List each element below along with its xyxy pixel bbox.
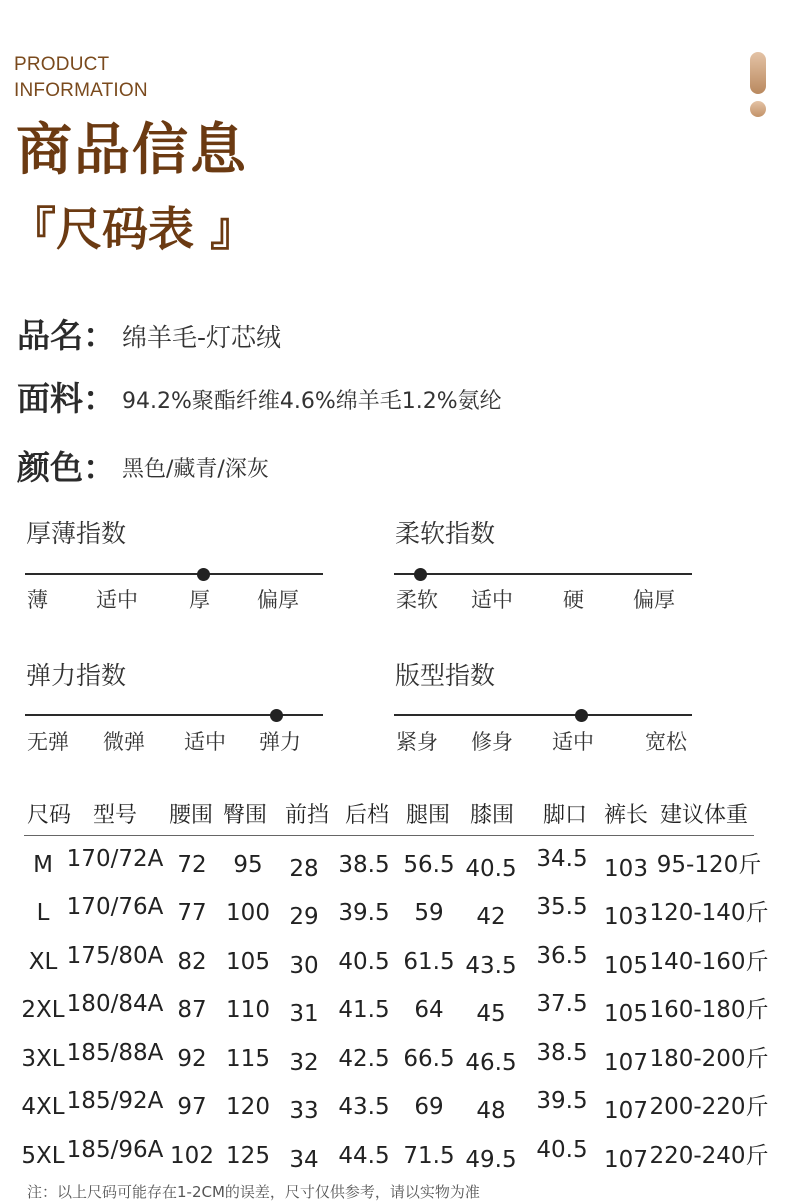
- table-cell: 82: [177, 949, 207, 975]
- elasticity-index-title: 弹力指数: [26, 661, 127, 690]
- table-cell: 105: [604, 1001, 648, 1027]
- softness-label-hard: 硬: [563, 588, 584, 612]
- fit-label-regular: 适中: [552, 730, 594, 754]
- table-cell: 66.5: [403, 1046, 455, 1072]
- table-cell: 38.5: [536, 1040, 588, 1066]
- thickness-index-marker: [197, 568, 210, 581]
- table-cell: 36.5: [536, 943, 588, 969]
- table-cell: 34: [289, 1147, 319, 1173]
- thickness-index-scale: [25, 573, 323, 575]
- table-cell: 105: [226, 949, 270, 975]
- table-cell: 72: [177, 852, 207, 878]
- table-header-divider: [24, 835, 754, 836]
- table-cell: 120: [226, 1094, 270, 1120]
- table-cell: 37.5: [536, 991, 588, 1017]
- english-heading-line-1: PRODUCT: [14, 54, 110, 75]
- table-cell: 34.5: [536, 846, 588, 872]
- table-cell: 42: [476, 904, 506, 930]
- table-cell: 44.5: [338, 1143, 390, 1169]
- table-cell: 39.5: [536, 1088, 588, 1114]
- table-cell: 115: [226, 1046, 270, 1072]
- table-cell: 45: [476, 1001, 506, 1027]
- table-cell: 107: [604, 1147, 648, 1173]
- table-cell: 107: [604, 1098, 648, 1124]
- elasticity-index-marker: [270, 709, 283, 722]
- softness-index-scale: [394, 573, 692, 575]
- thickness-label-extra-thick: 偏厚: [257, 588, 299, 612]
- thickness-label-thin: 薄: [27, 588, 48, 612]
- table-cell: 185/96A: [66, 1137, 164, 1163]
- table-cell: 42.5: [338, 1046, 390, 1072]
- col-header-hem: 脚口: [543, 803, 588, 828]
- table-cell: 40.5: [465, 856, 517, 882]
- softness-index-marker: [414, 568, 427, 581]
- color-value: 黑色/藏青/深灰: [122, 457, 269, 482]
- table-cell: 170/76A: [66, 894, 164, 920]
- table-cell: L: [36, 900, 50, 926]
- table-cell: 30: [289, 953, 319, 979]
- table-cell: 40.5: [338, 949, 390, 975]
- size-note: 注：以上尺码可能存在1-2CM的误差，尺寸仅供参考，请以实物为准: [27, 1183, 480, 1201]
- table-cell: 140-160斤: [649, 949, 769, 975]
- col-header-weight: 建议体重: [660, 803, 749, 828]
- thickness-label-thick: 厚: [189, 588, 210, 612]
- table-cell: 49.5: [465, 1147, 517, 1173]
- table-cell: 43.5: [338, 1094, 390, 1120]
- col-header-waist: 腰围: [169, 803, 214, 828]
- fit-index-title: 版型指数: [395, 661, 496, 690]
- table-cell: 41.5: [338, 997, 390, 1023]
- table-cell: 220-240斤: [649, 1143, 769, 1169]
- fabric-key: 面料：: [17, 379, 116, 418]
- table-cell: 71.5: [403, 1143, 455, 1169]
- table-cell: 38.5: [338, 852, 390, 878]
- table-cell: 35.5: [536, 894, 588, 920]
- fit-label-slim: 修身: [471, 730, 513, 754]
- table-cell: 180-200斤: [649, 1046, 769, 1072]
- table-cell: 43.5: [465, 953, 517, 979]
- col-header-length: 裤长: [604, 803, 649, 828]
- softness-label-soft: 柔软: [396, 588, 438, 612]
- fit-index-marker: [575, 709, 588, 722]
- col-header-thigh: 腿围: [406, 803, 451, 828]
- decorative-dot-icon: [750, 101, 766, 117]
- table-cell: 2XL: [21, 997, 65, 1023]
- elasticity-label-medium: 适中: [184, 730, 226, 754]
- table-cell: 3XL: [21, 1046, 65, 1072]
- table-cell: 95: [233, 852, 263, 878]
- fit-label-loose: 宽松: [645, 730, 687, 754]
- table-cell: 103: [604, 904, 648, 930]
- col-header-hip: 臀围: [223, 803, 268, 828]
- table-cell: 29: [289, 904, 319, 930]
- table-cell: 107: [604, 1050, 648, 1076]
- table-cell: 59: [414, 900, 444, 926]
- table-cell: 105: [604, 953, 648, 979]
- table-cell: 180/84A: [66, 991, 164, 1017]
- softness-index-title: 柔软指数: [395, 519, 496, 548]
- page-title: 商品信息: [16, 118, 248, 183]
- color-key: 颜色：: [17, 448, 116, 487]
- elasticity-label-slight: 微弹: [103, 730, 145, 754]
- table-cell: 92: [177, 1046, 207, 1072]
- table-cell: 40.5: [536, 1137, 588, 1163]
- table-cell: 175/80A: [66, 943, 164, 969]
- col-header-back-rise: 后档: [345, 803, 390, 828]
- col-header-front-rise: 前挡: [285, 803, 330, 828]
- product-name-value: 绵羊毛-灯芯绒: [122, 323, 282, 352]
- table-cell: 4XL: [21, 1094, 65, 1120]
- col-header-size: 尺码: [27, 803, 72, 828]
- table-cell: 97: [177, 1094, 207, 1120]
- table-cell: 5XL: [21, 1143, 65, 1169]
- table-cell: 185/88A: [66, 1040, 164, 1066]
- product-name-key: 品名：: [17, 316, 116, 355]
- table-cell: 103: [604, 856, 648, 882]
- table-cell: 102: [170, 1143, 214, 1169]
- table-cell: 64: [414, 997, 444, 1023]
- english-heading-line-2: INFORMATION: [14, 80, 148, 101]
- table-cell: 48: [476, 1098, 506, 1124]
- table-cell: 100: [226, 900, 270, 926]
- table-cell: 185/92A: [66, 1088, 164, 1114]
- table-cell: 28: [289, 856, 319, 882]
- col-header-knee: 膝围: [470, 803, 515, 828]
- table-cell: 32: [289, 1050, 319, 1076]
- table-cell: 69: [414, 1094, 444, 1120]
- softness-label-extra: 偏厚: [633, 588, 675, 612]
- decorative-bar-icon: [750, 52, 766, 94]
- table-cell: 120-140斤: [649, 900, 769, 926]
- fit-index-scale: [394, 714, 692, 716]
- table-cell: 200-220斤: [649, 1094, 769, 1120]
- elasticity-label-none: 无弹: [27, 730, 69, 754]
- fabric-value: 94.2%聚酯纤维4.6%绵羊毛1.2%氨纶: [122, 389, 502, 414]
- col-header-model: 型号: [93, 803, 138, 828]
- table-cell: 56.5: [403, 852, 455, 878]
- table-cell: 61.5: [403, 949, 455, 975]
- fit-label-tight: 紧身: [396, 730, 438, 754]
- table-cell: 170/72A: [66, 846, 164, 872]
- thickness-label-medium: 适中: [96, 588, 138, 612]
- elasticity-label-stretch: 弹力: [259, 730, 301, 754]
- table-cell: 31: [289, 1001, 319, 1027]
- table-cell: 110: [226, 997, 270, 1023]
- table-cell: 160-180斤: [649, 997, 769, 1023]
- table-cell: 87: [177, 997, 207, 1023]
- table-cell: 77: [177, 900, 207, 926]
- table-cell: 95-120斤: [656, 852, 762, 878]
- table-cell: 46.5: [465, 1050, 517, 1076]
- table-cell: 39.5: [338, 900, 390, 926]
- table-cell: 33: [289, 1098, 319, 1124]
- table-cell: 125: [226, 1143, 270, 1169]
- softness-label-medium: 适中: [471, 588, 513, 612]
- thickness-index-title: 厚薄指数: [26, 519, 127, 548]
- table-cell: M: [33, 852, 53, 878]
- table-cell: XL: [28, 949, 58, 975]
- size-chart-heading: 『尺码表 』: [10, 202, 257, 256]
